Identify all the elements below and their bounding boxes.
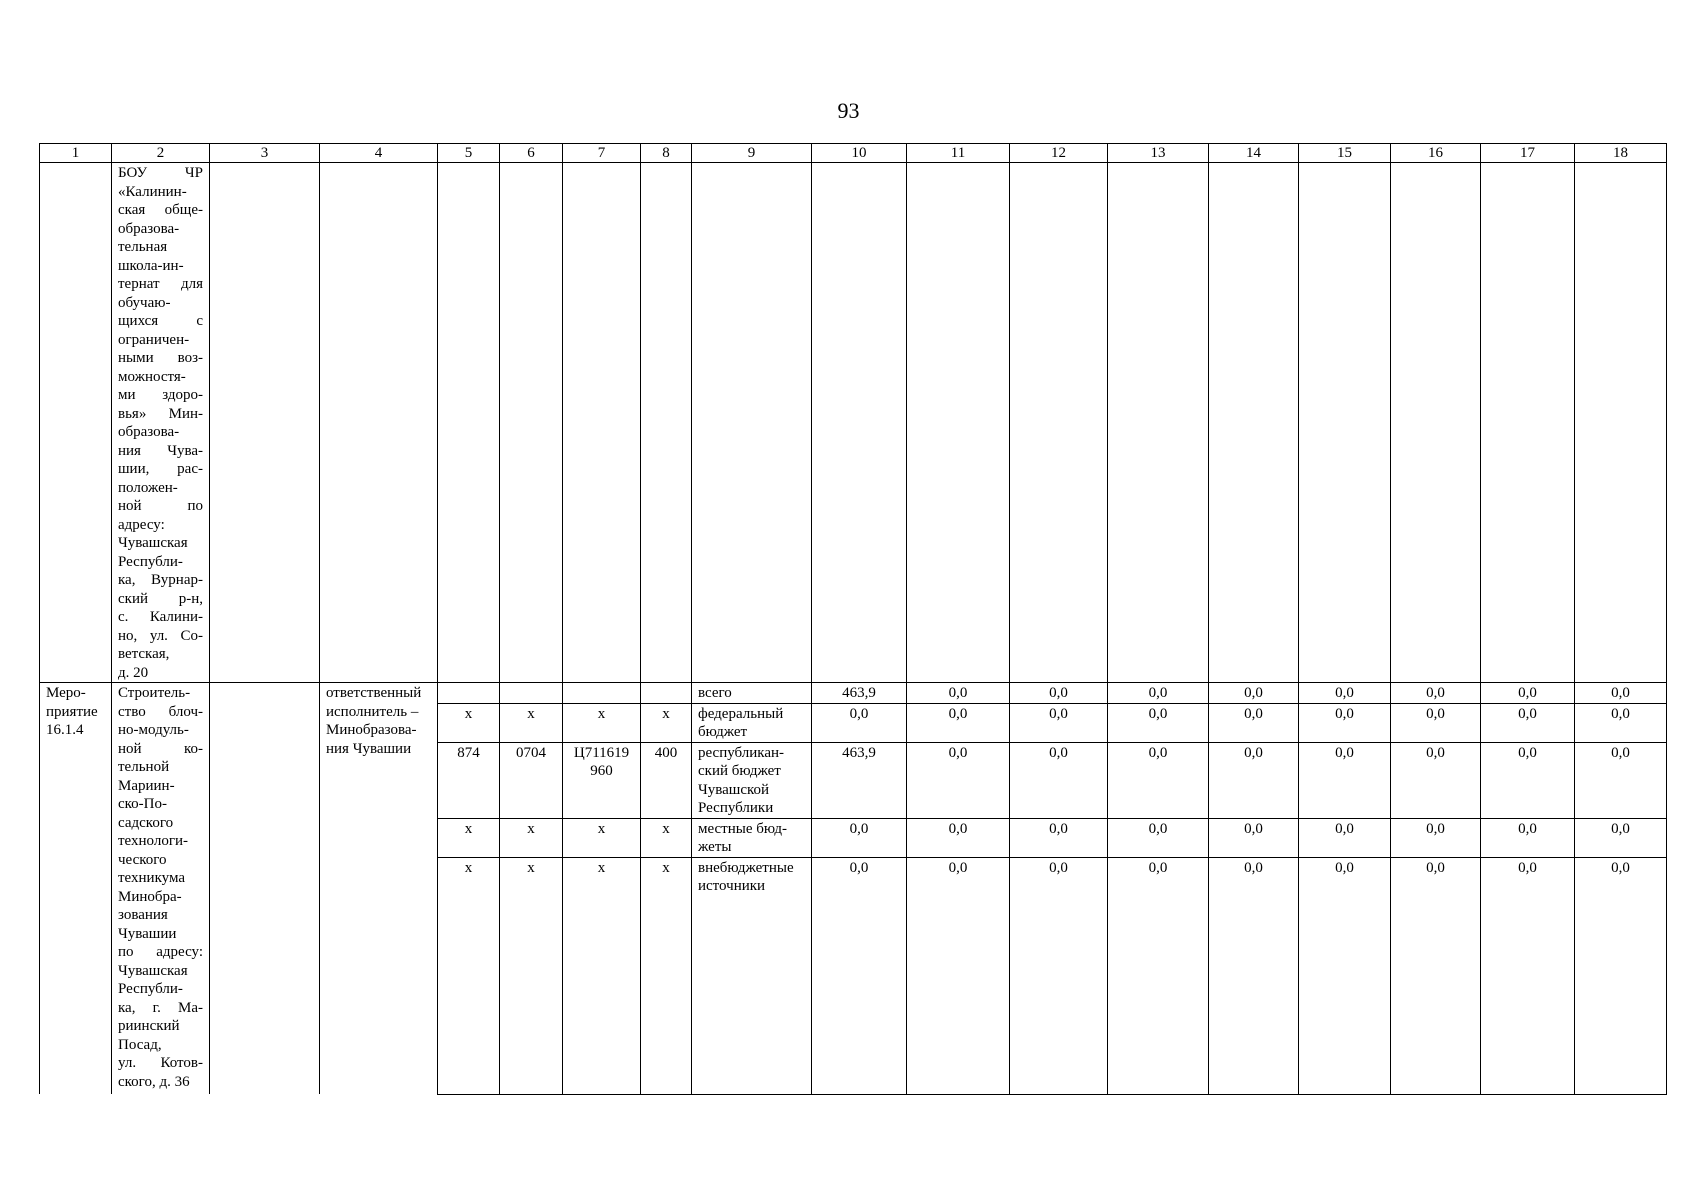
header-cell: 18 bbox=[1575, 144, 1667, 163]
header-cell: 6 bbox=[500, 144, 563, 163]
amount-cell: 0,0 bbox=[1108, 818, 1209, 857]
table-cell bbox=[210, 163, 320, 683]
amount-cell: 0,0 bbox=[1010, 703, 1108, 742]
table-cell bbox=[1575, 163, 1667, 683]
kbk-grbs: x bbox=[438, 818, 500, 857]
amount-cell: 463,9 bbox=[812, 742, 907, 818]
kbk-grbs: x bbox=[438, 857, 500, 1094]
table-cell bbox=[1108, 163, 1209, 683]
amount-cell: 0,0 bbox=[1481, 703, 1575, 742]
organization-description: БОУ ЧР «Калинин- ская обще- образова- тельная школа-ин- тернат для обучаю- щихся с ограничен- ными воз- можностя- ми здоро- вья» Мин- образова- ния Чува- шии, рас- положен- ной по адресу: Чувашская Республи- ка, Вурнар- ский р-н, с. Калини- но, ул. Со- ветская, д. 20 bbox=[112, 163, 210, 683]
header-row bbox=[40, 144, 1667, 163]
funding-source: федеральный бюджет bbox=[692, 703, 812, 742]
amount-cell: 0,0 bbox=[1209, 857, 1299, 1094]
header-cell: 15 bbox=[1299, 144, 1391, 163]
amount-cell: 0,0 bbox=[1209, 683, 1299, 704]
kbk-type: x bbox=[641, 857, 692, 1094]
kbk-target: x bbox=[563, 857, 641, 1094]
kbk-target: x bbox=[563, 703, 641, 742]
table-cell bbox=[692, 163, 812, 683]
kbk-type bbox=[641, 683, 692, 704]
funding-source: местные бюд- жеты bbox=[692, 818, 812, 857]
amount-cell: 0,0 bbox=[1391, 742, 1481, 818]
kbk-type: x bbox=[641, 703, 692, 742]
header-cell: 12 bbox=[1010, 144, 1108, 163]
kbk-section: x bbox=[500, 818, 563, 857]
amount-cell: 0,0 bbox=[1108, 857, 1209, 1094]
kbk-target: Ц711619 960 bbox=[563, 742, 641, 818]
amount-cell: 0,0 bbox=[1575, 857, 1667, 1094]
kbk-grbs: x bbox=[438, 703, 500, 742]
amount-cell: 0,0 bbox=[1391, 818, 1481, 857]
header-cell: 17 bbox=[1481, 144, 1575, 163]
amount-cell: 0,0 bbox=[812, 857, 907, 1094]
table-cell bbox=[40, 163, 112, 683]
amount-cell: 0,0 bbox=[1575, 742, 1667, 818]
kbk-section bbox=[500, 683, 563, 704]
amount-cell: 0,0 bbox=[1481, 857, 1575, 1094]
amount-cell: 0,0 bbox=[907, 703, 1010, 742]
kbk-target bbox=[563, 683, 641, 704]
amount-cell: 0,0 bbox=[1010, 857, 1108, 1094]
measure-description: Строитель- ство блоч- но-модуль- ной ко- тельной Мариин- ско-По- садского технологи- ческого техникума Минобра- зования Чувашии по адресу: Чувашская Республи- ка, г. Ма- риинский Посад, ул. Котов- ского, д. 36 bbox=[112, 683, 210, 1095]
amount-cell: 0,0 bbox=[1209, 742, 1299, 818]
amount-cell: 0,0 bbox=[907, 857, 1010, 1094]
table-cell bbox=[641, 163, 692, 683]
table-cell bbox=[1010, 163, 1108, 683]
amount-cell: 0,0 bbox=[1391, 857, 1481, 1094]
table-cell bbox=[1391, 163, 1481, 683]
funding-source: всего bbox=[692, 683, 812, 704]
amount-cell: 0,0 bbox=[1481, 683, 1575, 704]
amount-cell: 0,0 bbox=[1010, 818, 1108, 857]
table-cell bbox=[500, 163, 563, 683]
header-cell: 7 bbox=[563, 144, 641, 163]
amount-cell: 0,0 bbox=[812, 818, 907, 857]
amount-cell: 0,0 bbox=[907, 742, 1010, 818]
amount-cell: 0,0 bbox=[1108, 683, 1209, 704]
table-cell bbox=[1209, 163, 1299, 683]
header-cell: 8 bbox=[641, 144, 692, 163]
kbk-grbs bbox=[438, 683, 500, 704]
page-number: 93 bbox=[837, 98, 860, 123]
header-cell: 11 bbox=[907, 144, 1010, 163]
kbk-section: x bbox=[500, 857, 563, 1094]
amount-cell: 0,0 bbox=[1575, 683, 1667, 704]
header-cell: 9 bbox=[692, 144, 812, 163]
amount-cell: 0,0 bbox=[1299, 742, 1391, 818]
amount-cell: 0,0 bbox=[1575, 818, 1667, 857]
amount-cell: 0,0 bbox=[1209, 703, 1299, 742]
amount-cell: 0,0 bbox=[1209, 818, 1299, 857]
kbk-type: 400 bbox=[641, 742, 692, 818]
funding-source: республикан- ский бюджет Чувашской Республики bbox=[692, 742, 812, 818]
amount-cell: 0,0 bbox=[1391, 703, 1481, 742]
amount-cell: 0,0 bbox=[1391, 683, 1481, 704]
responsible-executor: ответственный исполнитель – Минобразова- ния Чувашии bbox=[320, 683, 438, 1095]
table-cell bbox=[1299, 163, 1391, 683]
amount-cell: 0,0 bbox=[1299, 703, 1391, 742]
header-cell: 2 bbox=[112, 144, 210, 163]
header-cell: 5 bbox=[438, 144, 500, 163]
table-cell bbox=[812, 163, 907, 683]
kbk-target: x bbox=[563, 818, 641, 857]
amount-cell: 0,0 bbox=[1010, 742, 1108, 818]
amount-cell: 0,0 bbox=[907, 818, 1010, 857]
kbk-section: x bbox=[500, 703, 563, 742]
amount-cell: 0,0 bbox=[1108, 742, 1209, 818]
table-cell bbox=[563, 163, 641, 683]
amount-cell: 0,0 bbox=[1010, 683, 1108, 704]
table-cell bbox=[907, 163, 1010, 683]
table-row bbox=[40, 683, 1667, 704]
table-cell bbox=[320, 163, 438, 683]
amount-cell: 0,0 bbox=[1481, 818, 1575, 857]
header-cell: 13 bbox=[1108, 144, 1209, 163]
header-cell: 3 bbox=[210, 144, 320, 163]
header-cell: 10 bbox=[812, 144, 907, 163]
amount-cell: 0,0 bbox=[1299, 818, 1391, 857]
header-cell: 14 bbox=[1209, 144, 1299, 163]
amount-cell: 0,0 bbox=[1481, 742, 1575, 818]
header-cell: 4 bbox=[320, 144, 438, 163]
amount-cell: 0,0 bbox=[1299, 857, 1391, 1094]
kbk-type: x bbox=[641, 818, 692, 857]
amount-cell: 0,0 bbox=[907, 683, 1010, 704]
kbk-section: 0704 bbox=[500, 742, 563, 818]
amount-cell: 0,0 bbox=[1299, 683, 1391, 704]
table-cell bbox=[438, 163, 500, 683]
header-cell: 16 bbox=[1391, 144, 1481, 163]
table-row bbox=[40, 163, 1667, 683]
table-cell bbox=[1481, 163, 1575, 683]
amount-cell: 0,0 bbox=[1108, 703, 1209, 742]
header-cell: 1 bbox=[40, 144, 112, 163]
measure-label: Меро- приятие 16.1.4 bbox=[40, 683, 112, 1095]
funding-source: внебюджетные источники bbox=[692, 857, 812, 1094]
amount-cell: 0,0 bbox=[1575, 703, 1667, 742]
amount-cell: 463,9 bbox=[812, 683, 907, 704]
kbk-grbs: 874 bbox=[438, 742, 500, 818]
table-cell bbox=[210, 683, 320, 1095]
budget-table bbox=[39, 143, 1667, 1095]
amount-cell: 0,0 bbox=[812, 703, 907, 742]
